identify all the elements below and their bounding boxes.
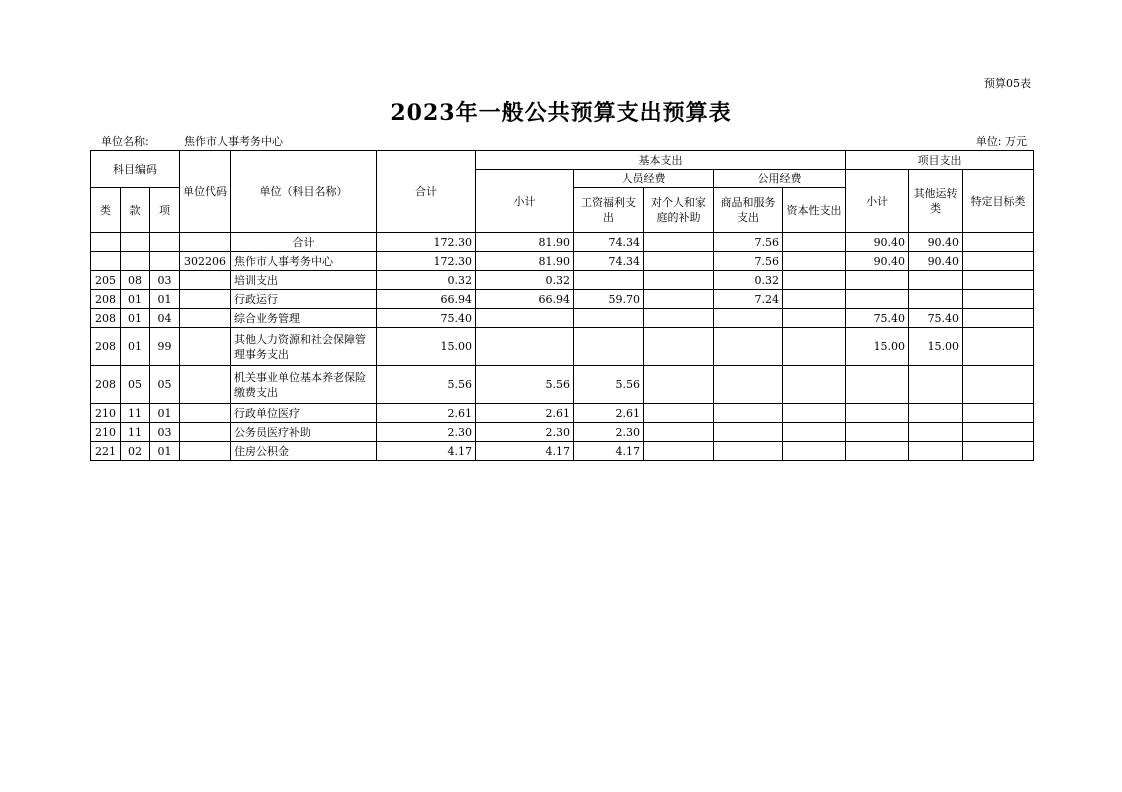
cell-basic-sub: 81.90 (476, 252, 574, 271)
cell-other: 75.40 (909, 309, 963, 328)
cell-xiang: 01 (150, 442, 180, 461)
cell-other: 90.40 (909, 252, 963, 271)
table-row (91, 290, 1034, 309)
cell-xiang (150, 252, 180, 271)
page-title: 2023年一般公共预算支出预算表 (390, 100, 732, 126)
budget-table (90, 150, 1034, 461)
table-row (91, 404, 1034, 423)
cell-kuan: 05 (121, 366, 150, 404)
cell-individual (644, 290, 714, 309)
cell-code (180, 290, 231, 309)
cell-basic-sub (476, 328, 574, 366)
cell-code (180, 442, 231, 461)
cell-total: 15.00 (377, 328, 476, 366)
cell-wages: 5.56 (574, 366, 644, 404)
cell-name: 其他人力资源和社会保障管理事务支出 (231, 328, 377, 366)
cell-code (180, 309, 231, 328)
cell-lei: 208 (91, 366, 121, 404)
cell-wages (574, 271, 644, 290)
cell-wages: 74.34 (574, 233, 644, 252)
header-lei: 类 (91, 188, 121, 233)
cell-other: 90.40 (909, 233, 963, 252)
table-row (91, 252, 1034, 271)
cell-proj-sub (846, 404, 909, 423)
cell-total: 172.30 (377, 233, 476, 252)
cell-total: 172.30 (377, 252, 476, 271)
cell-code (180, 404, 231, 423)
cell-xiang: 04 (150, 309, 180, 328)
cell-goods (714, 328, 783, 366)
cell-basic-sub: 4.17 (476, 442, 574, 461)
cell-individual (644, 271, 714, 290)
cell-name: 公务员医疗补助 (231, 423, 377, 442)
table-row (91, 309, 1034, 328)
cell-kuan: 11 (121, 404, 150, 423)
cell-capital (783, 328, 846, 366)
header-wages: 工资福利支出 (574, 188, 644, 233)
cell-lei: 208 (91, 309, 121, 328)
header-public-cost: 公用经费 (714, 170, 846, 188)
cell-name: 机关事业单位基本养老保险缴费支出 (231, 366, 377, 404)
table-row (91, 442, 1034, 461)
header-project-subtotal: 小计 (846, 170, 909, 233)
cell-individual (644, 252, 714, 271)
table-row (91, 423, 1034, 442)
table-row (91, 233, 1034, 252)
cell-lei: 205 (91, 271, 121, 290)
cell-xiang: 99 (150, 328, 180, 366)
cell-individual (644, 233, 714, 252)
cell-special (963, 252, 1034, 271)
cell-proj-sub (846, 366, 909, 404)
cell-lei: 210 (91, 404, 121, 423)
header-basic-subtotal: 小计 (476, 170, 574, 233)
cell-special (963, 290, 1034, 309)
cell-lei: 221 (91, 442, 121, 461)
header-kuan: 款 (121, 188, 150, 233)
cell-wages: 59.70 (574, 290, 644, 309)
cell-other (909, 271, 963, 290)
cell-total: 0.32 (377, 271, 476, 290)
cell-total: 4.17 (377, 442, 476, 461)
cell-capital (783, 309, 846, 328)
cell-proj-sub: 90.40 (846, 233, 909, 252)
header-special-target: 特定目标类 (963, 170, 1034, 233)
cell-name: 培训支出 (231, 271, 377, 290)
cell-capital (783, 423, 846, 442)
cell-kuan: 08 (121, 271, 150, 290)
cell-other (909, 423, 963, 442)
cell-name: 焦作市人事考务中心 (231, 252, 377, 271)
cell-name: 合计 (231, 233, 377, 252)
unit-name-value: 焦作市人事考务中心 (184, 135, 283, 148)
cell-special (963, 442, 1034, 461)
cell-proj-sub: 90.40 (846, 252, 909, 271)
cell-special (963, 328, 1034, 366)
cell-basic-sub: 0.32 (476, 271, 574, 290)
cell-total: 2.61 (377, 404, 476, 423)
cell-basic-sub: 2.30 (476, 423, 574, 442)
cell-kuan (121, 252, 150, 271)
cell-goods: 0.32 (714, 271, 783, 290)
cell-kuan: 01 (121, 328, 150, 366)
cell-goods: 7.24 (714, 290, 783, 309)
cell-kuan: 02 (121, 442, 150, 461)
form-number: 预算05表 (984, 77, 1031, 90)
header-unit-name: 单位（科目名称） (231, 151, 377, 233)
cell-individual (644, 423, 714, 442)
cell-capital (783, 404, 846, 423)
cell-basic-sub (476, 309, 574, 328)
cell-basic-sub: 5.56 (476, 366, 574, 404)
cell-xiang: 01 (150, 290, 180, 309)
cell-xiang: 03 (150, 423, 180, 442)
cell-total: 5.56 (377, 366, 476, 404)
cell-goods (714, 309, 783, 328)
cell-kuan: 11 (121, 423, 150, 442)
cell-proj-sub (846, 271, 909, 290)
cell-wages: 74.34 (574, 252, 644, 271)
cell-other (909, 442, 963, 461)
cell-proj-sub (846, 423, 909, 442)
header-capital: 资本性支出 (783, 188, 846, 233)
cell-wages (574, 309, 644, 328)
cell-lei (91, 233, 121, 252)
cell-lei: 208 (91, 328, 121, 366)
cell-capital (783, 290, 846, 309)
header-individual-subsidy: 对个人和家庭的补助 (644, 188, 714, 233)
cell-special (963, 423, 1034, 442)
cell-code (180, 328, 231, 366)
cell-kuan: 01 (121, 309, 150, 328)
table-row (91, 271, 1034, 290)
cell-individual (644, 328, 714, 366)
currency-unit-label: 单位: 万元 (975, 135, 1027, 148)
cell-capital (783, 442, 846, 461)
cell-xiang (150, 233, 180, 252)
unit-name-label: 单位名称: (101, 135, 149, 148)
cell-special (963, 233, 1034, 252)
cell-basic-sub: 2.61 (476, 404, 574, 423)
cell-individual (644, 366, 714, 404)
cell-total: 2.30 (377, 423, 476, 442)
header-unit-code: 单位代码 (180, 151, 231, 233)
table-row (91, 328, 1034, 366)
cell-goods: 7.56 (714, 252, 783, 271)
cell-name: 行政运行 (231, 290, 377, 309)
header-total: 合计 (377, 151, 476, 233)
cell-proj-sub (846, 442, 909, 461)
cell-total: 75.40 (377, 309, 476, 328)
header-basic-expenditure: 基本支出 (476, 151, 846, 170)
cell-xiang: 05 (150, 366, 180, 404)
cell-other (909, 404, 963, 423)
cell-capital (783, 233, 846, 252)
cell-xiang: 01 (150, 404, 180, 423)
cell-code: 302206 (180, 252, 231, 271)
cell-total: 66.94 (377, 290, 476, 309)
cell-capital (783, 366, 846, 404)
header-xiang: 项 (150, 188, 180, 233)
cell-lei (91, 252, 121, 271)
cell-proj-sub: 15.00 (846, 328, 909, 366)
cell-other (909, 290, 963, 309)
cell-lei: 208 (91, 290, 121, 309)
cell-wages: 2.30 (574, 423, 644, 442)
cell-code (180, 366, 231, 404)
cell-wages: 2.61 (574, 404, 644, 423)
cell-goods (714, 442, 783, 461)
header-row-1 (91, 151, 1034, 170)
cell-code (180, 271, 231, 290)
header-other-transfer: 其他运转类 (909, 170, 963, 233)
cell-special (963, 404, 1034, 423)
cell-name: 综合业务管理 (231, 309, 377, 328)
cell-special (963, 366, 1034, 404)
cell-individual (644, 309, 714, 328)
cell-name: 住房公积金 (231, 442, 377, 461)
header-project-expenditure: 项目支出 (846, 151, 1034, 170)
cell-proj-sub: 75.40 (846, 309, 909, 328)
cell-wages (574, 328, 644, 366)
cell-goods (714, 423, 783, 442)
cell-other (909, 366, 963, 404)
cell-code (180, 233, 231, 252)
cell-kuan: 01 (121, 290, 150, 309)
cell-special (963, 309, 1034, 328)
cell-wages: 4.17 (574, 442, 644, 461)
cell-proj-sub (846, 290, 909, 309)
cell-goods: 7.56 (714, 233, 783, 252)
cell-individual (644, 442, 714, 461)
cell-kuan (121, 233, 150, 252)
header-subject-code: 科目编码 (91, 151, 180, 188)
cell-xiang: 03 (150, 271, 180, 290)
cell-lei: 210 (91, 423, 121, 442)
header-personnel-cost: 人员经费 (574, 170, 714, 188)
cell-special (963, 271, 1034, 290)
cell-capital (783, 252, 846, 271)
cell-capital (783, 271, 846, 290)
cell-individual (644, 404, 714, 423)
header-goods-services: 商品和服务支出 (714, 188, 783, 233)
cell-code (180, 423, 231, 442)
cell-name: 行政单位医疗 (231, 404, 377, 423)
cell-other: 15.00 (909, 328, 963, 366)
cell-goods (714, 366, 783, 404)
cell-basic-sub: 66.94 (476, 290, 574, 309)
cell-goods (714, 404, 783, 423)
table-row (91, 366, 1034, 404)
cell-basic-sub: 81.90 (476, 233, 574, 252)
